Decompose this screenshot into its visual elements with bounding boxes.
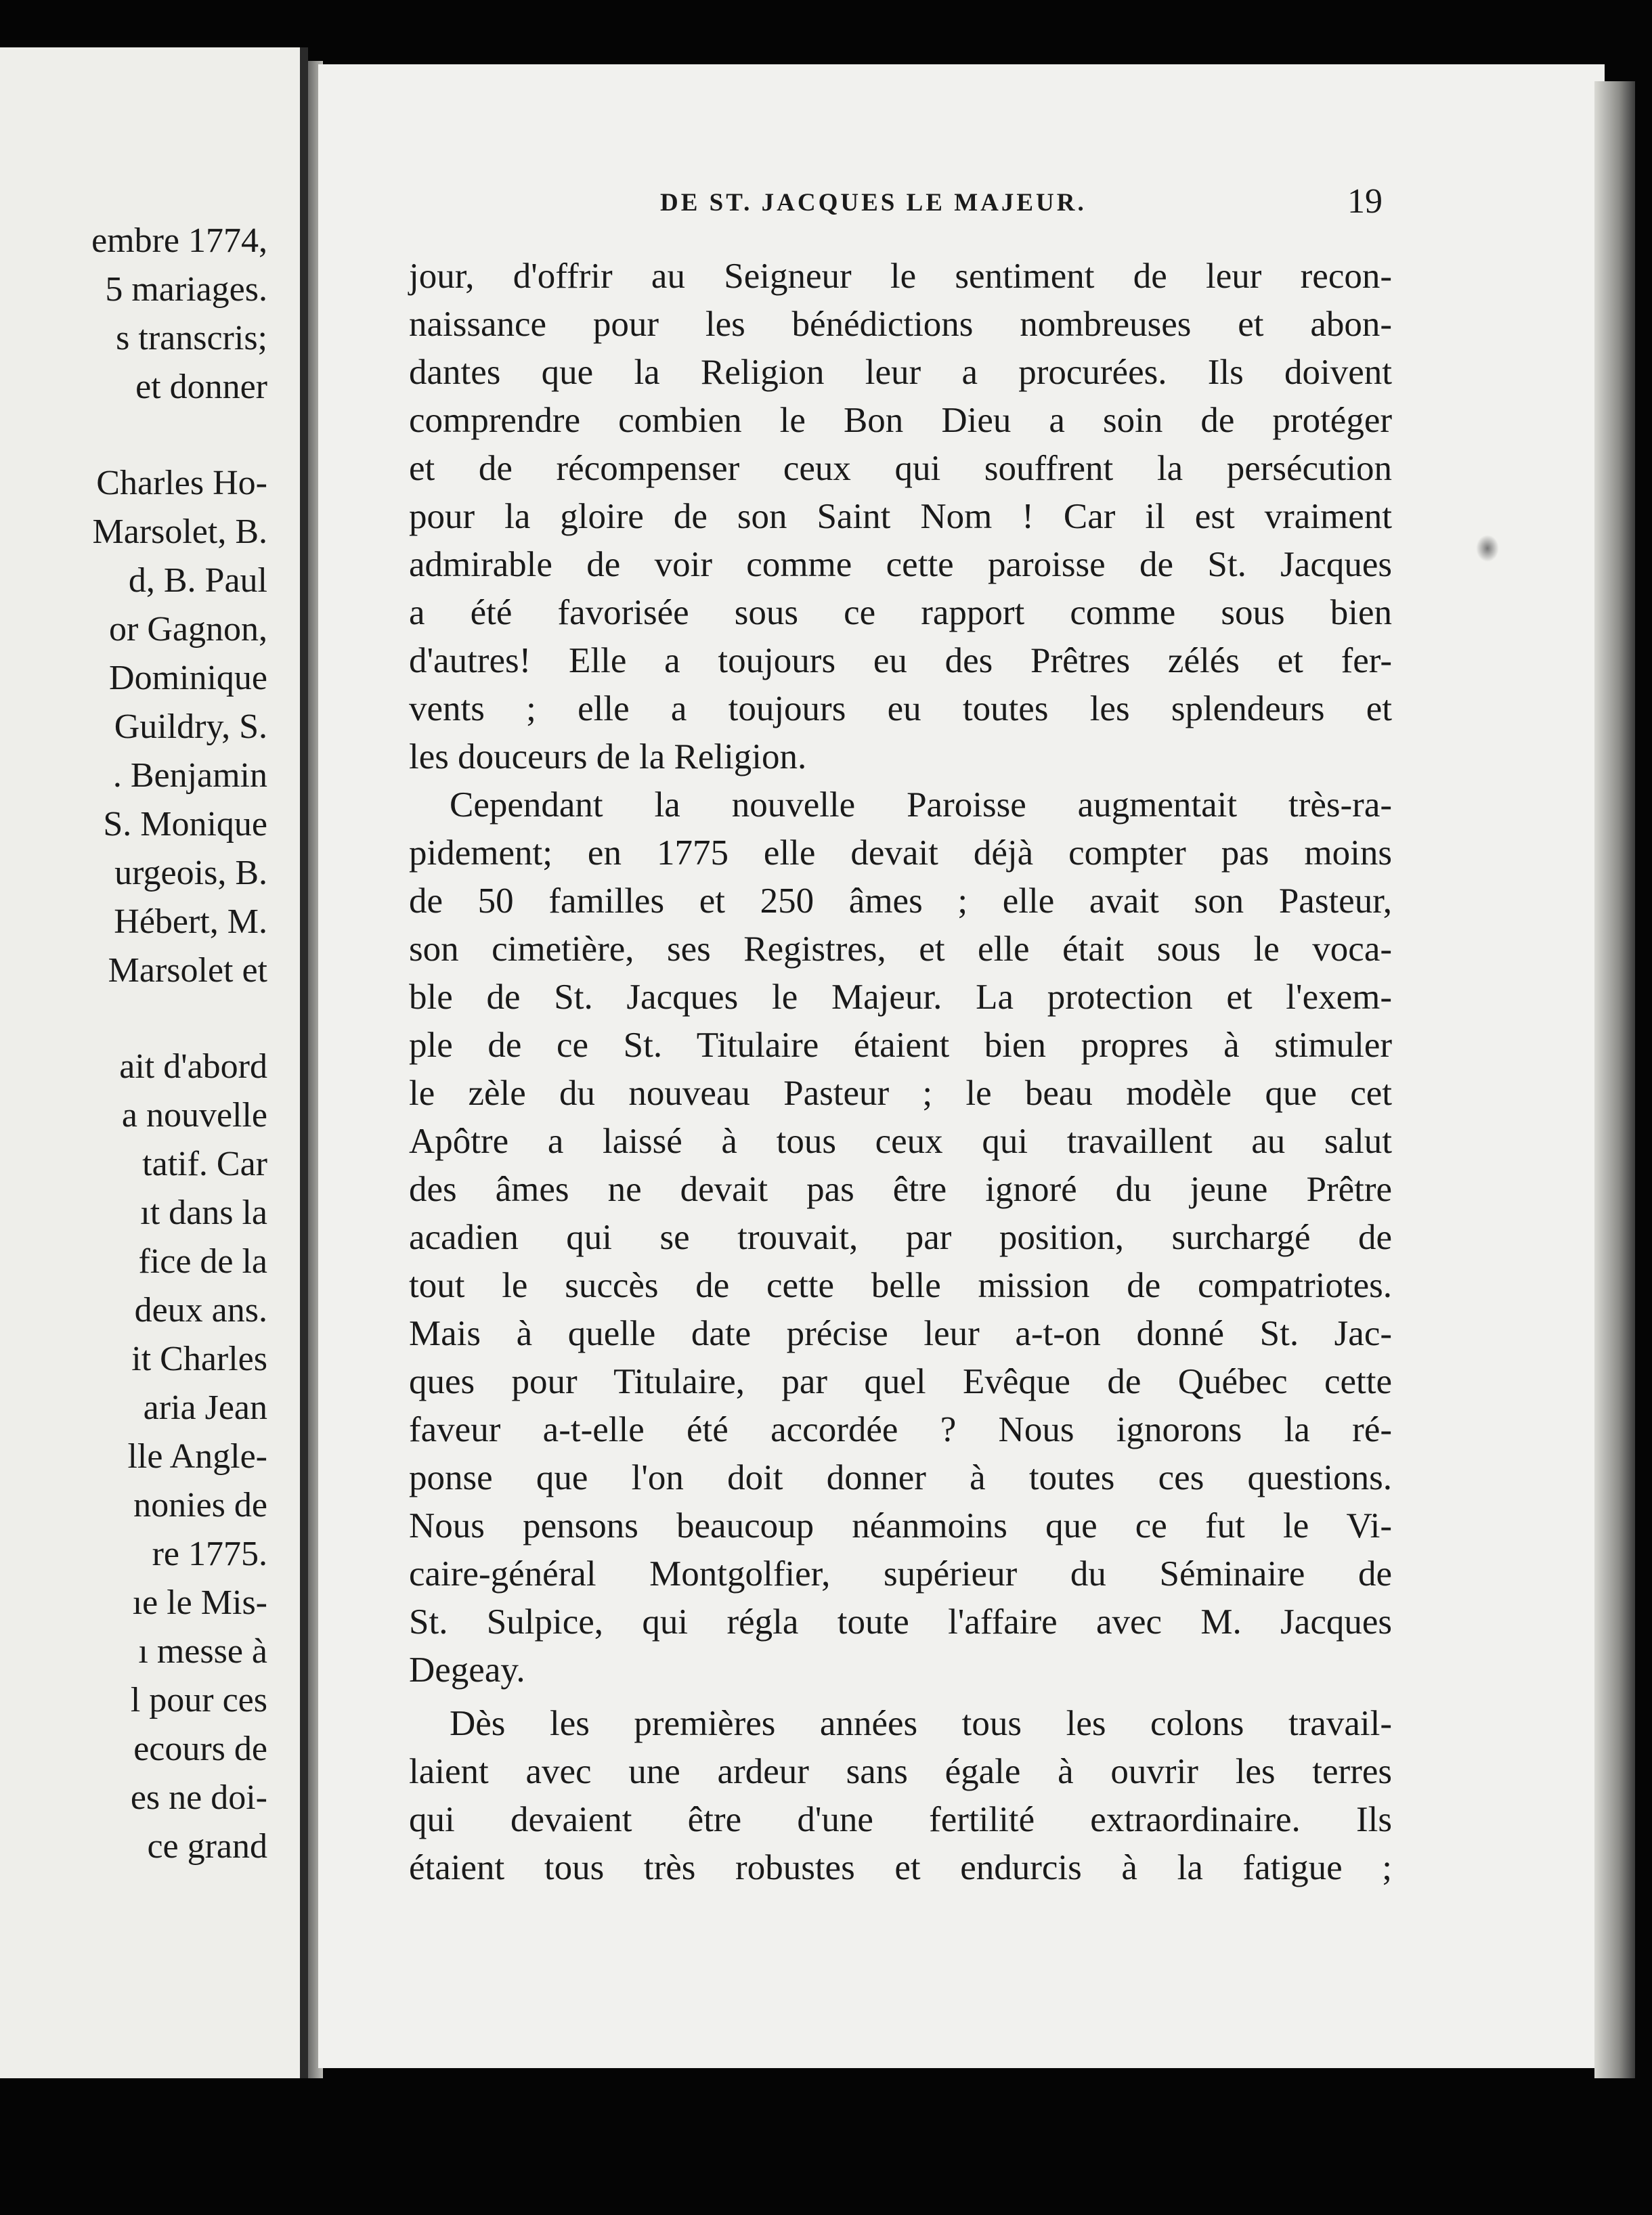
left-page-line: . Benjamin: [112, 756, 267, 795]
body-line: d'autres! Elle a toujours eu des Prêtres zélés et fer-: [409, 641, 1392, 680]
body-line: des âmes ne devait pas être ignoré du jeune Prêtre: [409, 1170, 1392, 1209]
running-head: DE ST. JACQUES LE MAJEUR.: [660, 189, 1087, 217]
body-line: pour la gloire de son Saint Nom ! Car il est vraiment: [409, 497, 1392, 536]
body-line: le zèle du nouveau Pasteur ; le beau modèle que cet: [409, 1074, 1392, 1113]
left-page-line: s transcris;: [116, 319, 267, 357]
left-page-line: Marsolet, B.: [92, 512, 267, 551]
left-page-line: re 1775.: [152, 1535, 267, 1573]
left-page-line: Hébert, M.: [114, 902, 267, 941]
left-page-line: ıt dans la: [140, 1193, 267, 1232]
left-page-line: it Charles: [131, 1340, 267, 1378]
page-edge: [1594, 81, 1635, 2078]
body-line: dantes que la Religion leur a procurées. Ils doivent: [409, 353, 1392, 392]
body-line: jour, d'offrir au Seigneur le sentiment de leur recon-: [409, 257, 1392, 296]
left-page-line: l pour ces: [130, 1681, 267, 1719]
left-page-line: ce grand: [147, 1827, 267, 1866]
body-line: les douceurs de la Religion.: [409, 737, 807, 776]
left-page-line: lle Angle-: [127, 1437, 267, 1476]
body-line: St. Sulpice, qui régla toute l'affaire avec M. Jacques: [409, 1602, 1392, 1642]
body-line: naissance pour les bénédictions nombreuses et abon-: [409, 305, 1392, 344]
body-line: Dès les premières années tous les colons travail-: [450, 1704, 1392, 1743]
body-line: et de récompenser ceux qui souffrent la persécution: [409, 449, 1392, 488]
body-line: Cependant la nouvelle Paroisse augmentait très-ra-: [450, 785, 1392, 825]
left-page-line: ıe le Mis-: [132, 1583, 267, 1622]
left-page-line: Dominique: [109, 659, 267, 697]
left-page-line: ecours de: [133, 1730, 267, 1768]
body-line: ble de St. Jacques le Majeur. La protection et l'exem-: [409, 978, 1392, 1017]
body-line: acadien qui se trouvait, par position, surchargé de: [409, 1218, 1392, 1257]
left-page-line: ait d'abord: [119, 1047, 267, 1086]
body-line: de 50 familles et 250 âmes ; elle avait son Pasteur,: [409, 881, 1392, 921]
left-page-line: Guildry, S.: [114, 707, 267, 746]
body-line: ques pour Titulaire, par quel Evêque de Québec cette: [409, 1362, 1392, 1401]
body-line: Mais à quelle date précise leur a-t-on donné St. Jac-: [409, 1314, 1392, 1353]
left-page-line: S. Monique: [103, 805, 267, 843]
left-page-line: tatif. Car: [142, 1145, 267, 1183]
left-page-line: fice de la: [138, 1242, 267, 1281]
body-line: laient avec une ardeur sans égale à ouvrir les terres: [409, 1752, 1392, 1791]
body-line: comprendre combien le Bon Dieu a soin de protéger: [409, 401, 1392, 440]
left-page-line: embre 1774,: [91, 221, 267, 260]
left-page-line: ı messe à: [138, 1632, 267, 1671]
body-line: pidement; en 1775 elle devait déjà compter pas moins: [409, 833, 1392, 873]
left-page-line: nonies de: [133, 1486, 267, 1525]
left-page-line: deux ans.: [134, 1291, 267, 1330]
left-page-line: 5 mariages.: [105, 270, 267, 309]
ink-smudge: [1476, 535, 1499, 562]
left-page-line: es ne doi-: [130, 1778, 267, 1817]
left-page-line: et donner: [135, 368, 267, 406]
left-page-line: Marsolet et: [108, 951, 267, 990]
body-line: son cimetière, ses Registres, et elle était sous le voca-: [409, 929, 1392, 969]
body-line: ple de ce St. Titulaire étaient bien propres à stimuler: [409, 1026, 1392, 1065]
body-line: admirable de voir comme cette paroisse de St. Jacques: [409, 545, 1392, 584]
body-line: Degeay.: [409, 1650, 525, 1690]
body-line: Apôtre a laissé à tous ceux qui travaillent au salut: [409, 1122, 1392, 1161]
body-line: qui devaient être d'une fertilité extraordinaire. Ils: [409, 1800, 1392, 1839]
body-line: tout le succès de cette belle mission de compatriotes.: [409, 1266, 1392, 1305]
body-line: caire-général Montgolfier, supérieur du Séminaire de: [409, 1554, 1392, 1594]
body-line: ponse que l'on doit donner à toutes ces questions.: [409, 1458, 1392, 1497]
left-page-line: urgeois, B.: [114, 854, 267, 892]
left-page-line: a nouvelle: [121, 1096, 267, 1135]
left-facing-page: [0, 47, 308, 2078]
left-page-line: Charles Ho-: [96, 464, 267, 502]
body-line: Nous pensons beaucoup néanmoins que ce fut le Vi-: [409, 1506, 1392, 1545]
body-line: étaient tous très robustes et endurcis à la fatigue ;: [409, 1848, 1392, 1887]
body-line: vents ; elle a toujours eu toutes les splendeurs et: [409, 689, 1392, 728]
body-line: a été favorisée sous ce rapport comme sous bien: [409, 593, 1392, 632]
left-page-line: aria Jean: [143, 1388, 267, 1427]
body-line: faveur a-t-elle été accordée ? Nous ignorons la ré-: [409, 1410, 1392, 1449]
left-page-line: d, B. Paul: [128, 561, 267, 600]
page-number: 19: [1347, 182, 1383, 221]
left-page-line: or Gagnon,: [109, 610, 267, 649]
